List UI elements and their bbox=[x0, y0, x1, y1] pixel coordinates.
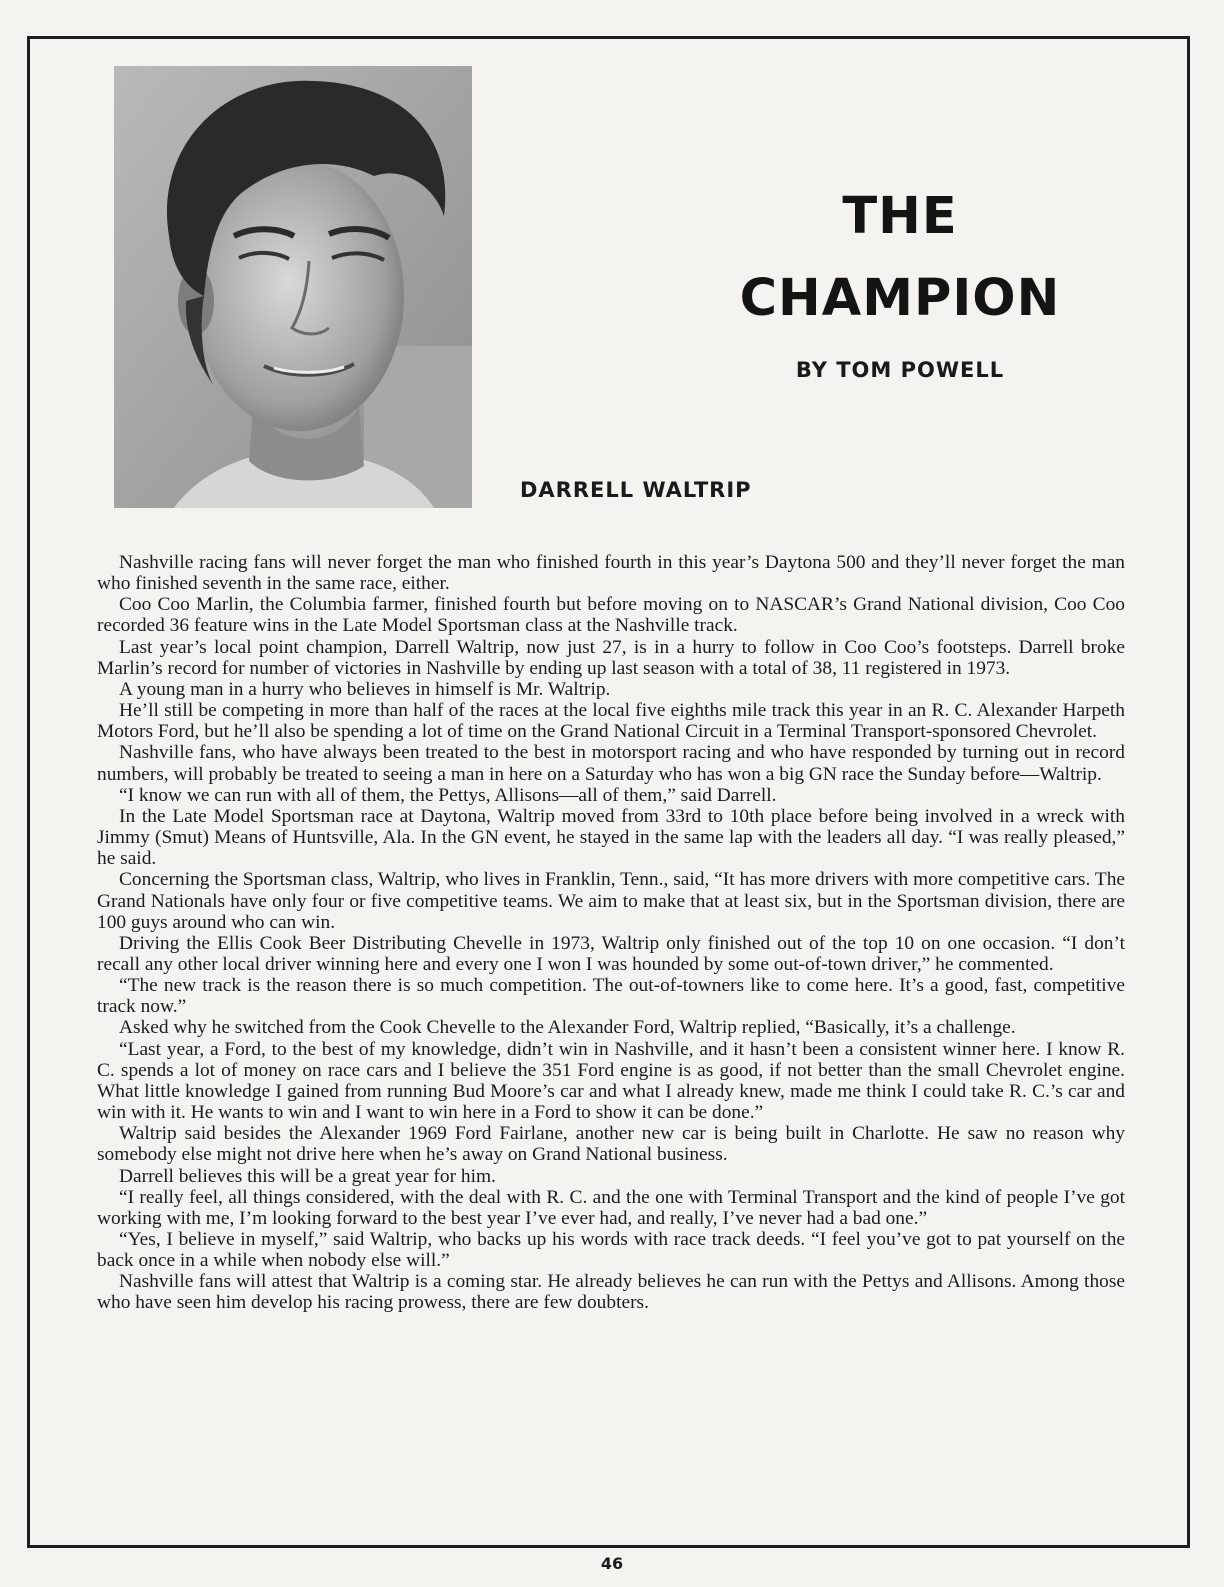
title-line-2: CHAMPION bbox=[739, 268, 1061, 328]
paragraph: Concerning the Sportsman class, Waltrip, who lives in Franklin, Tenn., said, “It has more drivers with more competitive cars. The Grand Nationals have only four or five competitive teams. We aim to make that at least six, but in the Sportsman division, there are 100 guys around who can win. bbox=[97, 869, 1125, 933]
paragraph: “Yes, I believe in myself,” said Waltrip, who backs up his words with race track deeds. “I feel you’ve got to pat yourself on the back once in a while when nobody else will.” bbox=[97, 1229, 1125, 1272]
paragraph: Asked why he switched from the Cook Chevelle to the Alexander Ford, Waltrip replied, “Basically, it’s a challenge. bbox=[119, 1017, 1016, 1039]
byline: BY TOM POWELL bbox=[795, 358, 1005, 382]
paragraph: “The new track is the reason there is so much competition. The out-of-towners like to come here. It’s a good, fast, competitive track now.” bbox=[97, 975, 1125, 1018]
article-title bbox=[700, 176, 1100, 339]
paragraph: He’ll still be competing in more than half of the races at the local five eighths mile track this year in an R. C. Alexander Harpeth Motors Ford, but he’ll also be spending a lot of time on the Grand National Circuit in a Terminal Transport-sponsored Chevrolet. bbox=[97, 700, 1125, 743]
paragraph: In the Late Model Sportsman race at Daytona, Waltrip moved from 33rd to 10th place before being involved in a wreck with Jimmy (Smut) Means of Huntsville, Ala. In the GN event, he stayed in the same lap with the leaders all day. “I was really pleased,” he said. bbox=[97, 805, 1125, 870]
paragraph: “I know we can run with all of them, the Pettys, Allisons—all of them,” said Darrell. bbox=[119, 784, 777, 806]
paragraph: Waltrip said besides the Alexander 1969 Ford Fairlane, another new car is being built in Charlotte. He saw no reason why somebody else might not drive here when he’s away on Grand National business. bbox=[97, 1123, 1125, 1166]
article-body bbox=[97, 552, 1125, 1314]
paragraph: Coo Coo Marlin, the Columbia farmer, finished fourth but before moving on to NASCAR’s Grand National division, Coo Coo recorded 36 feature wins in the Late Model Sportsman class at the Nashville track. bbox=[97, 594, 1125, 637]
title-line-1: THE bbox=[842, 187, 958, 246]
paragraph: Nashville fans will attest that Waltrip is a coming star. He already believes he can run with the Pettys and Allisons. Among those who have seen him develop his racing prowess, there are few doubters. bbox=[97, 1271, 1125, 1314]
page-number: 46 bbox=[600, 1554, 624, 1573]
paragraph: A young man in a hurry who believes in himself is Mr. Waltrip. bbox=[119, 678, 611, 700]
paragraph: Driving the Ellis Cook Beer Distributing Chevelle in 1973, Waltrip only finished out of the top 10 on one occasion. “I don’t recall any other local driver winning here and every one I won I was hounded by some out-of-town driver,” he commented. bbox=[97, 932, 1125, 975]
photo-caption: DARRELL WALTRIP bbox=[520, 478, 752, 502]
paragraph: Last year’s local point champion, Darrell Waltrip, now just 27, is in a hurry to follow in Coo Coo’s footsteps. Darrell broke Marlin’s record for number of victories in Nashville by ending up last season with a total of 38, 11 registered in 1973. bbox=[97, 636, 1125, 679]
paragraph: Nashville racing fans will never forget the man who finished fourth in this year’s Daytona 500 and they’ll never forget the man who finished seventh in the same race, either. bbox=[97, 552, 1125, 595]
paragraph: “Last year, a Ford, to the best of my knowledge, didn’t win in Nashville, and it hasn’t been a consistent winner here. I know R. C. spends a lot of money on race cars and I believe the 351 Ford engine is as good, if not better than the small Chevrolet engine. What little knowledge I gained from running Bud Moore’s car and what I already knew, made me think I could take R. C.’s car and win with it. He wants to win and I want to win here in a Ford to show it can be done.” bbox=[97, 1038, 1125, 1124]
paragraph: Nashville fans, who have always been treated to the best in motorsport racing and who have responded by turning out in record numbers, will probably be treated to seeing a man in here on a Saturday who has won a big GN race the Sunday before—Waltrip. bbox=[97, 742, 1125, 785]
paragraph: Darrell believes this will be a great year for him. bbox=[119, 1165, 496, 1187]
paragraph: “I really feel, all things considered, with the deal with R. C. and the one with Terminal Transport and the kind of people I’ve got working with me, I’m looking forward to the best year I’ve ever had, and really, I’ve never had a bad one.” bbox=[97, 1186, 1125, 1229]
portrait-illustration bbox=[114, 66, 472, 508]
portrait-photo bbox=[114, 66, 472, 508]
